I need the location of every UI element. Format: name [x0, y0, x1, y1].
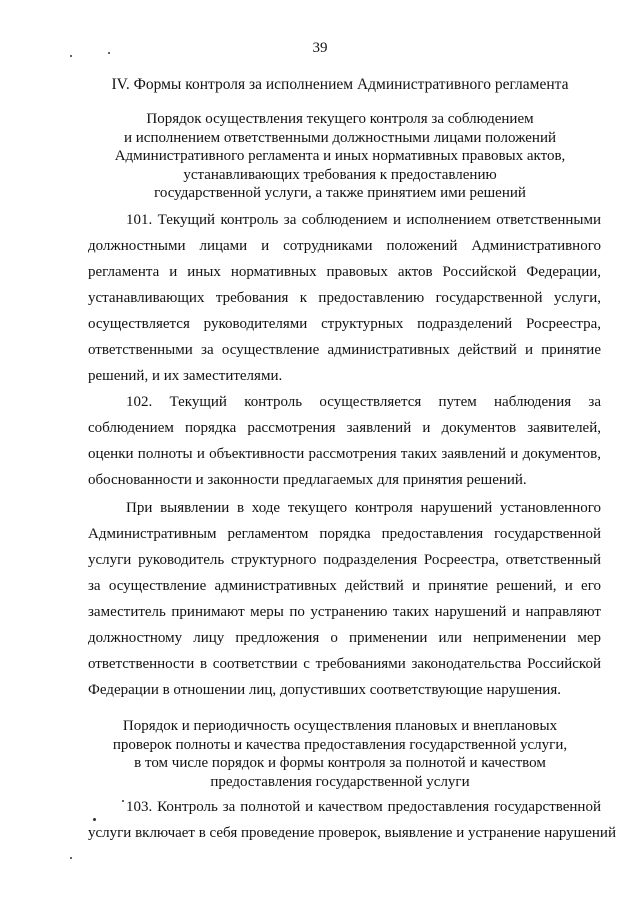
scan-speck: [70, 857, 72, 859]
subsection-heading-current-control: [70, 110, 610, 203]
paragraph-line: оценки полноты и объективности рассмотрения таких заявлений и документов,: [88, 446, 601, 462]
scan-speck: [93, 818, 96, 821]
section-title: IV. Формы контроля за исполнением Административного регламента: [111, 76, 569, 93]
paragraph-line: При выявлении в ходе текущего контроля нарушений установленного: [126, 500, 601, 516]
paragraph-line: должностному лицу предложения о применении или неприменении мер: [88, 630, 601, 646]
heading-line: государственной услуги, а также принятием ими решений: [154, 185, 526, 201]
paragraph-line: соблюдением порядка рассмотрения заявлений и документов заявителей,: [88, 420, 601, 436]
heading-line: проверок полноты и качества предоставления государственной услуги,: [112, 736, 568, 753]
paragraph-line: за осуществление административных действий и принятие решений, и его: [88, 578, 601, 594]
paragraph-line: ответственными за осуществление административных действий и принятие: [88, 342, 601, 358]
paragraph-line: решений, и их заместителями.: [88, 368, 283, 384]
heading-line: предоставления государственной услуги: [210, 773, 470, 790]
paragraph-line: устанавливающих требования к предоставлению государственной услуги,: [88, 290, 601, 306]
paragraph-line: 101. Текущий контроль за соблюдением и исполнением ответственными: [126, 212, 601, 228]
subsection-heading-inspections: [70, 717, 610, 791]
heading-line: в том числе порядок и формы контроля за полнотой и качеством: [134, 755, 546, 771]
paragraph-line: услуги включает в себя проведение проверок, выявление и устранение нарушений: [88, 825, 616, 841]
paragraph-101: [88, 207, 601, 389]
paragraph-line: 102. Текущий контроль осуществляется путем наблюдения за: [126, 394, 601, 410]
scan-speck: [108, 52, 110, 54]
paragraph-line: должностными лицами и сотрудниками положений Административного: [88, 238, 601, 254]
paragraph-line: 103. Контроль за полнотой и качеством предоставления государственной: [126, 799, 601, 815]
paragraph-line: услуги руководитель структурного подразделения Росреестра, ответственный: [88, 552, 601, 568]
paragraph-103: [88, 794, 616, 846]
heading-line: и исполнением ответственными должностными лицами положений: [123, 129, 557, 146]
paragraph-line: Федерации в отношении лиц, допустивших соответствующие нарушения.: [88, 682, 561, 698]
paragraph-102: [88, 389, 601, 493]
paragraph-line: Административным регламентом порядка предоставления государственной: [88, 526, 601, 542]
paragraph-line: обоснованности и законности предлагаемых для принятия решений.: [88, 472, 527, 488]
paragraph-violations: [88, 495, 601, 703]
paragraph-line: заместитель принимают меры по устранению таких нарушений и направляют: [88, 604, 601, 620]
scan-speck: [70, 55, 72, 57]
heading-line: Порядок и периодичность осуществления плановых и внеплановых: [122, 718, 558, 734]
paragraph-line: ответственности в соответствии с требованиями законодательства Российской: [88, 656, 601, 672]
heading-line: устанавливающих требования к предоставлению: [183, 166, 497, 183]
paragraph-line: регламента и иных нормативных правовых актов Российской Федерации,: [88, 264, 601, 280]
scan-speck: [122, 800, 124, 802]
heading-line: Порядок осуществления текущего контроля за соблюдением: [146, 111, 534, 127]
page-number: 39: [312, 40, 328, 56]
heading-line: Административного регламента и иных нормативных правовых актов,: [114, 148, 566, 164]
paragraph-line: осуществляется руководителями структурных подразделений Росреестра,: [88, 316, 601, 332]
